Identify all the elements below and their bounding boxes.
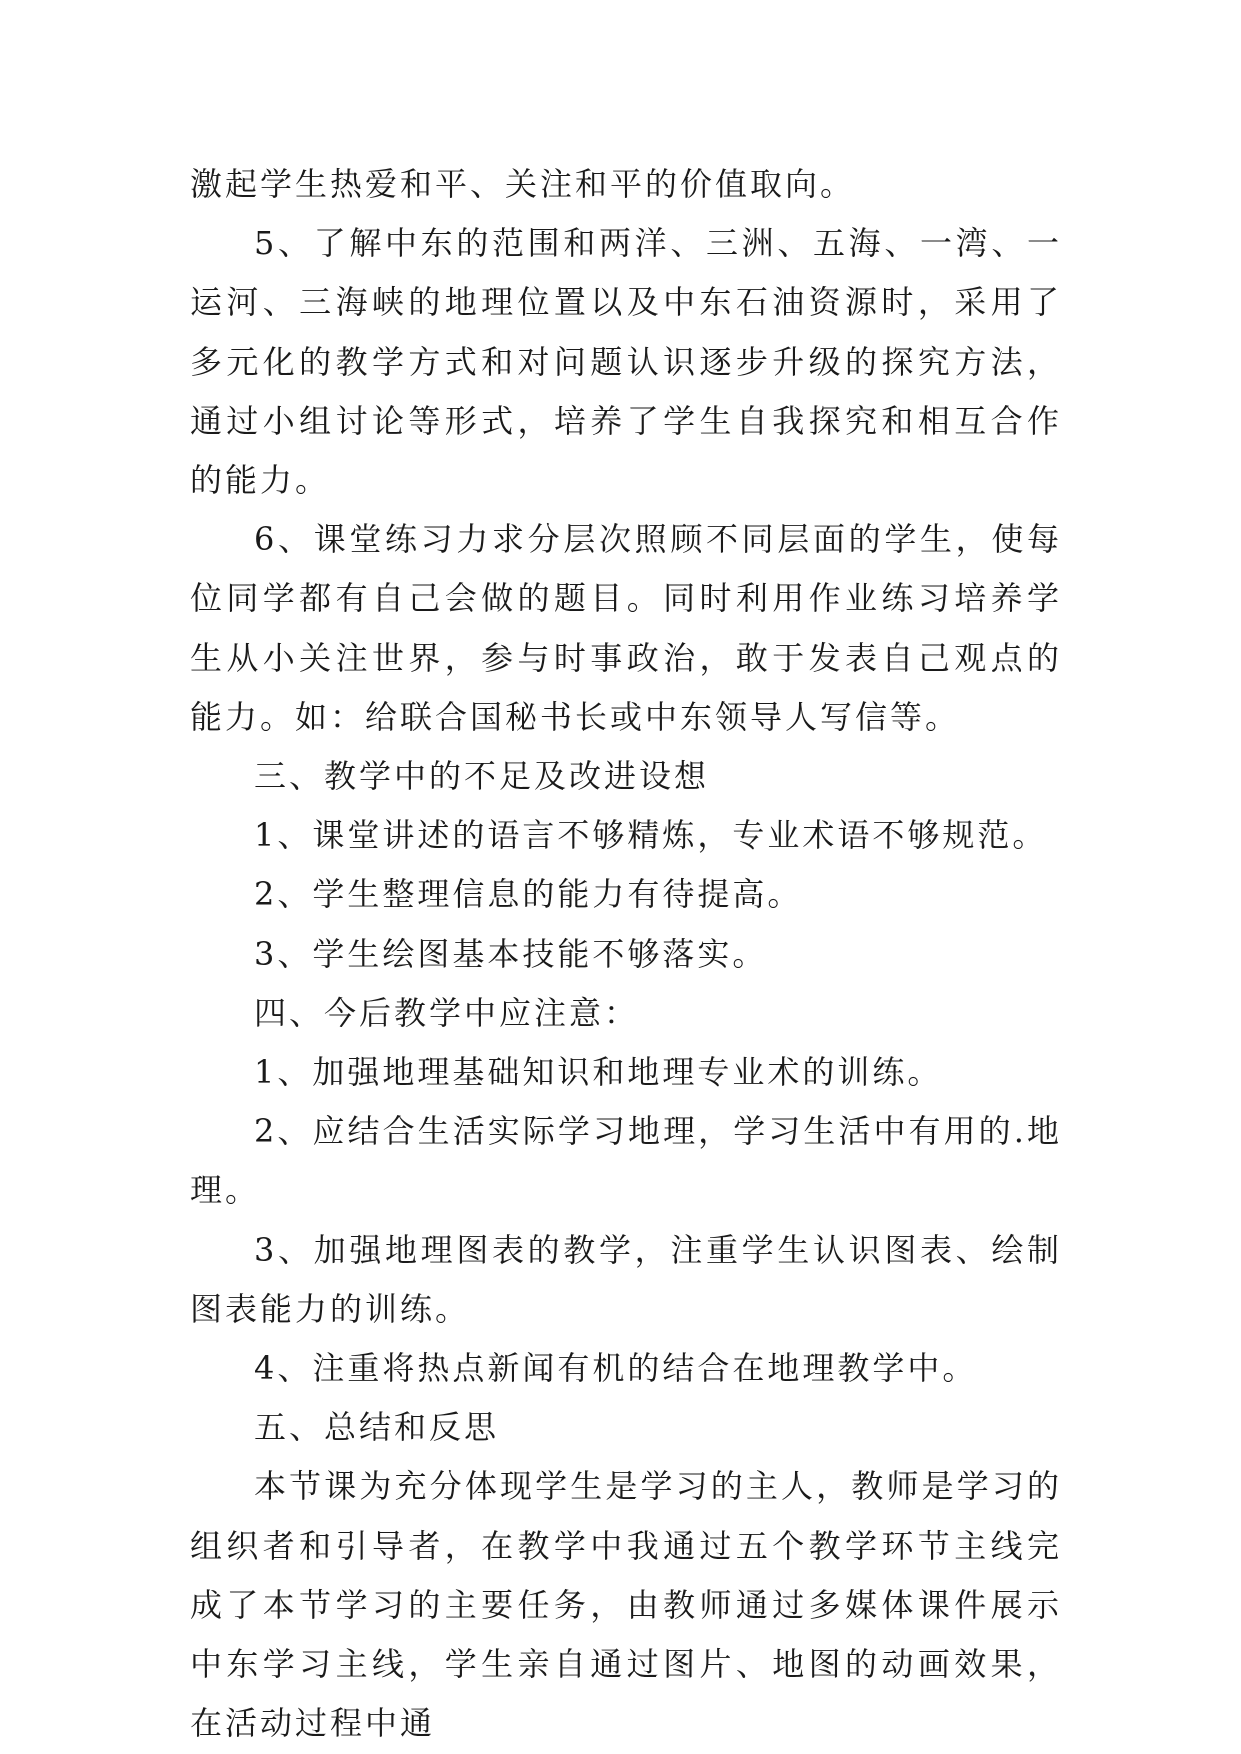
paragraph-item-6: 6、课堂练习力求分层次照顾不同层面的学生，使每位同学都有自己会做的题目。同时利用作业练习培养学生从小关注世界，参与时事政治，敢于发表自己观点的能力。如：给联合国秘书长或中东领导人写信等。 bbox=[190, 520, 1062, 736]
paragraph-summary: 本节课为充分体现学生是学习的主人，教师是学习的组织者和引导者，在教学中我通过五个教学环节主线完成了本节学习的主要任务，由教师通过多媒体课件展示中东学习主线，学生亲自通过图片、地图的动画效果，在活动过程中通 bbox=[190, 1467, 1062, 1743]
paragraph-shortcoming-3: 3、学生绘图基本技能不够落实。 bbox=[254, 934, 768, 973]
paragraph-note-3: 3、加强地理图表的教学，注重学生认识图表、绘制图表能力的训练。 bbox=[190, 1230, 1062, 1328]
section-heading-5: 五、总结和反思 bbox=[254, 1408, 500, 1447]
paragraph-note-2: 2、应结合生活实际学习地理，学习生活中有用的.地理。 bbox=[190, 1112, 1062, 1210]
paragraph-note-4: 4、注重将热点新闻有机的结合在地理教学中。 bbox=[254, 1349, 978, 1388]
paragraph-note-1: 1、加强地理基础知识和地理专业术的训练。 bbox=[254, 1053, 943, 1092]
section-heading-4: 四、今后教学中应注意： bbox=[254, 993, 640, 1032]
document-body bbox=[190, 155, 1062, 1753]
section-heading-3: 三、教学中的不足及改进设想 bbox=[254, 757, 710, 796]
paragraph-continuation: 激起学生热爱和平、关注和平的价值取向。 bbox=[190, 165, 856, 203]
paragraph-item-5: 5、了解中东的范围和两洋、三洲、五海、一湾、一运河、三海峡的地理位置以及中东石油资源时，采用了多元化的教学方式和对问题认识逐步升级的探究方法，通过小组讨论等形式，培养了学生自我探究和相互合作的能力。 bbox=[190, 224, 1062, 500]
paragraph-shortcoming-2: 2、学生整理信息的能力有待提高。 bbox=[254, 875, 803, 914]
paragraph-shortcoming-1: 1、课堂讲述的语言不够精炼，专业术语不够规范。 bbox=[254, 816, 1048, 855]
